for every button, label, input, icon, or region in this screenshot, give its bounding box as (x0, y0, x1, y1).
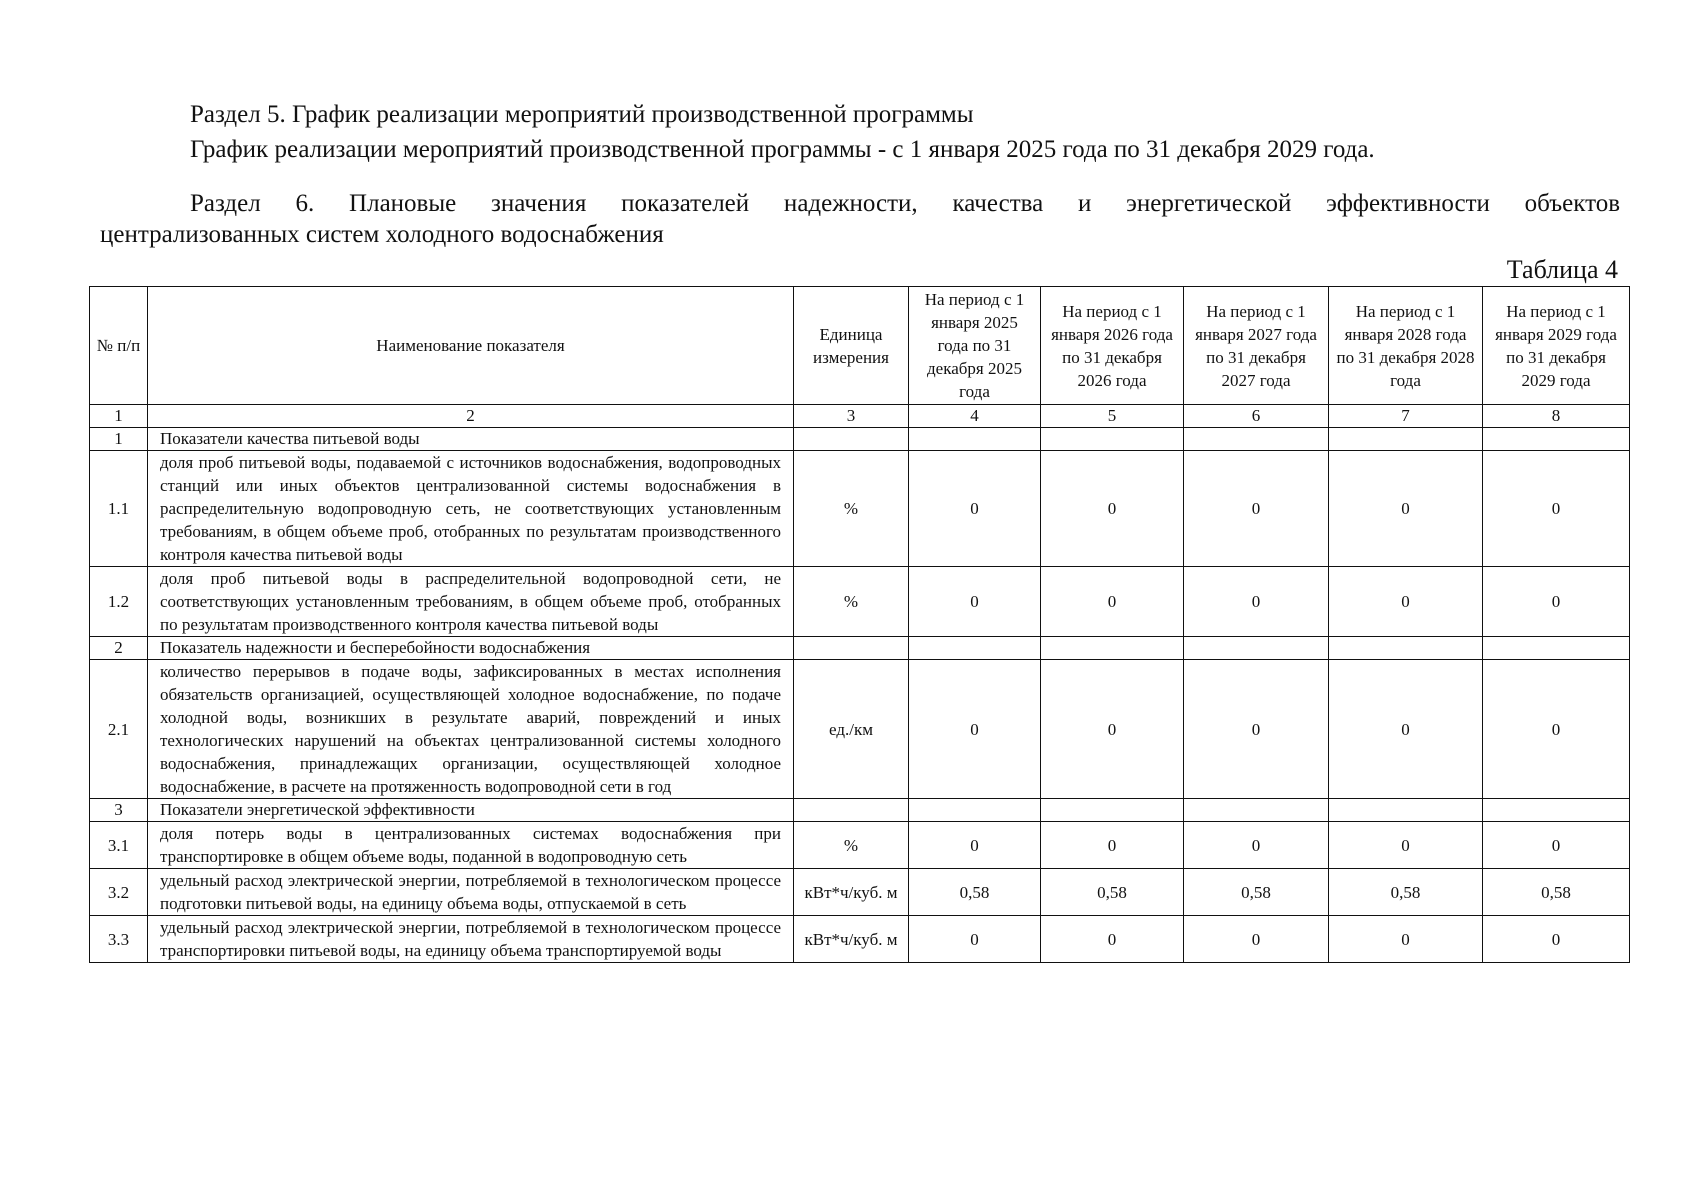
section6-title-line1: Раздел 6. Плановые значения показателей надежности, качества и энергетической эффективности объектов (190, 190, 1620, 217)
row-value: 0,58 (1041, 869, 1184, 916)
row-value (1184, 799, 1329, 822)
row-value: 0 (1041, 822, 1184, 869)
column-number: 7 (1329, 405, 1483, 428)
row-num: 2.1 (90, 660, 148, 799)
header-period-2025: На период с 1 января 2025 года по 31 декабря 2025 года (909, 287, 1041, 405)
row-value (1184, 637, 1329, 660)
row-num: 3.1 (90, 822, 148, 869)
row-value: 0 (1483, 822, 1630, 869)
table-row-section-2 (90, 637, 1630, 660)
row-unit: кВт*ч/куб. м (794, 869, 909, 916)
header-name: Наименование показателя (148, 287, 794, 405)
row-name: доля потерь воды в централизованных системах водоснабжения при транспортировке в общем объеме воды, поданной в водопроводную сеть (148, 822, 794, 869)
row-value (1329, 428, 1483, 451)
row-unit: % (794, 567, 909, 637)
table-row-3-1 (90, 822, 1630, 869)
column-number: 4 (909, 405, 1041, 428)
row-value: 0 (1184, 660, 1329, 799)
row-unit: % (794, 822, 909, 869)
section6-title-line2: централизованных систем холодного водоснабжения (100, 221, 664, 248)
column-number: 1 (90, 405, 148, 428)
row-value (909, 799, 1041, 822)
row-value: 0 (1041, 451, 1184, 567)
row-unit: ед./км (794, 660, 909, 799)
row-value: 0 (1184, 451, 1329, 567)
row-value: 0 (1329, 822, 1483, 869)
row-value: 0 (1329, 451, 1483, 567)
row-value: 0 (909, 451, 1041, 567)
row-value: 0 (1041, 916, 1184, 963)
column-number: 5 (1041, 405, 1184, 428)
row-value (1184, 428, 1329, 451)
row-value: 0,58 (909, 869, 1041, 916)
row-name: доля проб питьевой воды в распределительной водопроводной сети, не соответствующих установленным требованиям, в общем объеме проб, отобранных по результатам производственного контроля качества питьевой воды (148, 567, 794, 637)
table-row-3-2 (90, 869, 1630, 916)
row-value (1041, 637, 1184, 660)
header-period-2028: На период с 1 января 2028 года по 31 декабря 2028 года (1329, 287, 1483, 405)
row-value (909, 428, 1041, 451)
row-value: 0 (1041, 660, 1184, 799)
table-row-section-3 (90, 799, 1630, 822)
column-numbers-row (90, 405, 1630, 428)
row-value: 0 (1041, 567, 1184, 637)
row-value: 0 (909, 822, 1041, 869)
row-num: 3.2 (90, 869, 148, 916)
row-num: 3 (90, 799, 148, 822)
table-header-row (90, 287, 1630, 405)
header-num: № п/п (90, 287, 148, 405)
row-value: 0 (909, 567, 1041, 637)
row-value: 0 (1329, 916, 1483, 963)
row-name: удельный расход электрической энергии, потребляемой в технологическом процессе транспортировки питьевой воды, на единицу объема транспортируемой воды (148, 916, 794, 963)
row-value: 0 (1184, 567, 1329, 637)
row-value (1329, 637, 1483, 660)
table-row-1-2 (90, 567, 1630, 637)
row-name: доля проб питьевой воды, подаваемой с источников водоснабжения, водопроводных станций или иных объектов централизованной системы водоснабжения в распределительную водопроводную сеть, не соответствующих установленным требованиям, в общем объеме проб, отобранных по результатам производственного контроля качества питьевой воды (148, 451, 794, 567)
row-value: 0 (1184, 916, 1329, 963)
column-number: 8 (1483, 405, 1630, 428)
row-value: 0 (1483, 916, 1630, 963)
row-name: удельный расход электрической энергии, потребляемой в технологическом процессе подготовки питьевой воды, на единицу объема воды, отпускаемой в сеть (148, 869, 794, 916)
row-value (1041, 799, 1184, 822)
column-number: 2 (148, 405, 794, 428)
row-value: 0 (1483, 567, 1630, 637)
header-period-2027: На период с 1 января 2027 года по 31 декабря 2027 года (1184, 287, 1329, 405)
header-unit: Единица измерения (794, 287, 909, 405)
row-value: 0,58 (1329, 869, 1483, 916)
row-value (1483, 637, 1630, 660)
column-number: 3 (794, 405, 909, 428)
table-row-2-1 (90, 660, 1630, 799)
row-num: 1.2 (90, 567, 148, 637)
row-value: 0 (1483, 451, 1630, 567)
row-value: 0 (1329, 660, 1483, 799)
row-num: 3.3 (90, 916, 148, 963)
schedule-text: График реализации мероприятий производственной программы - с 1 января 2025 года по 31 декабря 2029 года. (190, 136, 1375, 163)
indicators-table (89, 286, 1630, 963)
header-period-2029: На период с 1 января 2029 года по 31 декабря 2029 года (1483, 287, 1630, 405)
row-value: 0 (1329, 567, 1483, 637)
table-row-3-3 (90, 916, 1630, 963)
row-num: 2 (90, 637, 148, 660)
row-num: 1.1 (90, 451, 148, 567)
row-unit: % (794, 451, 909, 567)
row-value: 0 (909, 660, 1041, 799)
row-unit (794, 637, 909, 660)
row-name: Показатели качества питьевой воды (148, 428, 794, 451)
row-value (1483, 799, 1630, 822)
row-num: 1 (90, 428, 148, 451)
row-value: 0,58 (1483, 869, 1630, 916)
table-row-1-1 (90, 451, 1630, 567)
section5-title: Раздел 5. График реализации мероприятий производственной программы (190, 101, 974, 128)
row-unit (794, 799, 909, 822)
row-value: 0 (1483, 660, 1630, 799)
row-value (1329, 799, 1483, 822)
row-value: 0 (1184, 822, 1329, 869)
header-period-2026: На период с 1 января 2026 года по 31 декабря 2026 года (1041, 287, 1184, 405)
row-value: 0 (909, 916, 1041, 963)
row-name: Показатель надежности и бесперебойности водоснабжения (148, 637, 794, 660)
row-value (909, 637, 1041, 660)
row-value (1483, 428, 1630, 451)
row-unit: кВт*ч/куб. м (794, 916, 909, 963)
row-name: Показатели энергетической эффективности (148, 799, 794, 822)
row-value: 0,58 (1184, 869, 1329, 916)
table-row-section-1 (90, 428, 1630, 451)
row-value (1041, 428, 1184, 451)
column-number: 6 (1184, 405, 1329, 428)
row-unit (794, 428, 909, 451)
row-name: количество перерывов в подаче воды, зафиксированных в местах исполнения обязательств организацией, осуществляющей холодное водоснабжение, по подаче холодной воды, возникших в результате аварий, повреждений и иных технологических нарушений на объектах централизованной системы холодного водоснабжения, принадлежащих организации, осуществляющей холодное водоснабжение, в расчете на протяженность водопроводной сети в год (148, 660, 794, 799)
table-caption: Таблица 4 (1506, 255, 1618, 284)
